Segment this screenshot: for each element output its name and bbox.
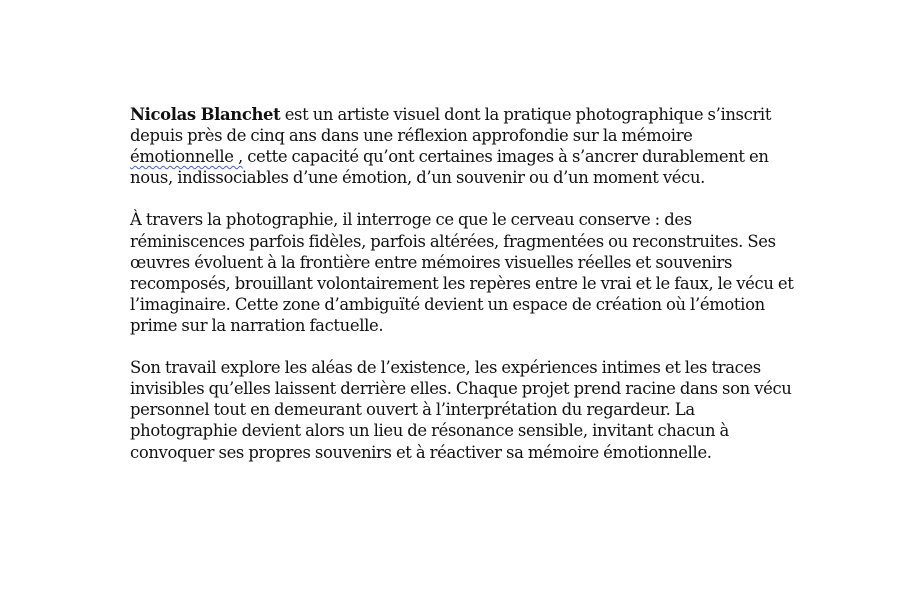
- text-line: Son travail explore les aléas de l’existence, les expériences intimes et les traces: [130, 358, 761, 378]
- text-line: l’imaginaire. Cette zone d’ambiguïté devient un espace de création où l’émotion: [130, 294, 765, 314]
- text-line: [130, 104, 780, 125]
- text-line: recomposés, brouillant volontairement les repères entre le vrai et le faux, le vécu et: [130, 273, 794, 293]
- text-line: convoquer ses propres souvenirs et à réactiver sa mémoire émotionnelle.: [130, 442, 712, 462]
- text-line: À travers la photographie, il interroge ce que le cerveau conserve : des: [130, 210, 692, 230]
- paragraph-1: [130, 104, 780, 188]
- text-line: réminiscences parfois fidèles, parfois altérées, fragmentées ou reconstruites. Ses: [130, 231, 776, 251]
- text-line: prime sur la narration factuelle.: [130, 315, 384, 335]
- paragraph-spacing: [130, 188, 780, 209]
- text-line: photographie devient alors un lieu de résonance sensible, invitant chacun à: [130, 421, 729, 441]
- text-line: personnel tout en demeurant ouvert à l’interprétation du regardeur. La: [130, 400, 695, 420]
- paragraph-3: [130, 357, 792, 462]
- text-line: depuis près de cinq ans dans une réflexion approfondie sur la mémoire: [130, 126, 693, 146]
- line-text: cette capacité qu’ont certaines images à s’ancrer durablement en: [242, 147, 769, 167]
- document-body[interactable]: [130, 104, 794, 463]
- line-text: est un artiste visuel dont la pratique photographique s’inscrit: [280, 105, 772, 124]
- text-line: [130, 146, 780, 167]
- artist-name: Nicolas Blanchet: [130, 105, 281, 124]
- paragraph-spacing: [130, 336, 780, 357]
- text-line: invisibles qu’elles laissent derrière elles. Chaque projet prend racine dans son vécu: [130, 379, 792, 399]
- spellcheck-flagged-word[interactable]: émotionnelle ,: [130, 147, 243, 167]
- text-line: nous, indissociables d’une émotion, d’un souvenir ou d’un moment vécu.: [130, 168, 706, 188]
- paragraph-2: [130, 209, 794, 336]
- text-line: œuvres évoluent à la frontière entre mémoires visuelles réelles et souvenirs: [130, 252, 733, 272]
